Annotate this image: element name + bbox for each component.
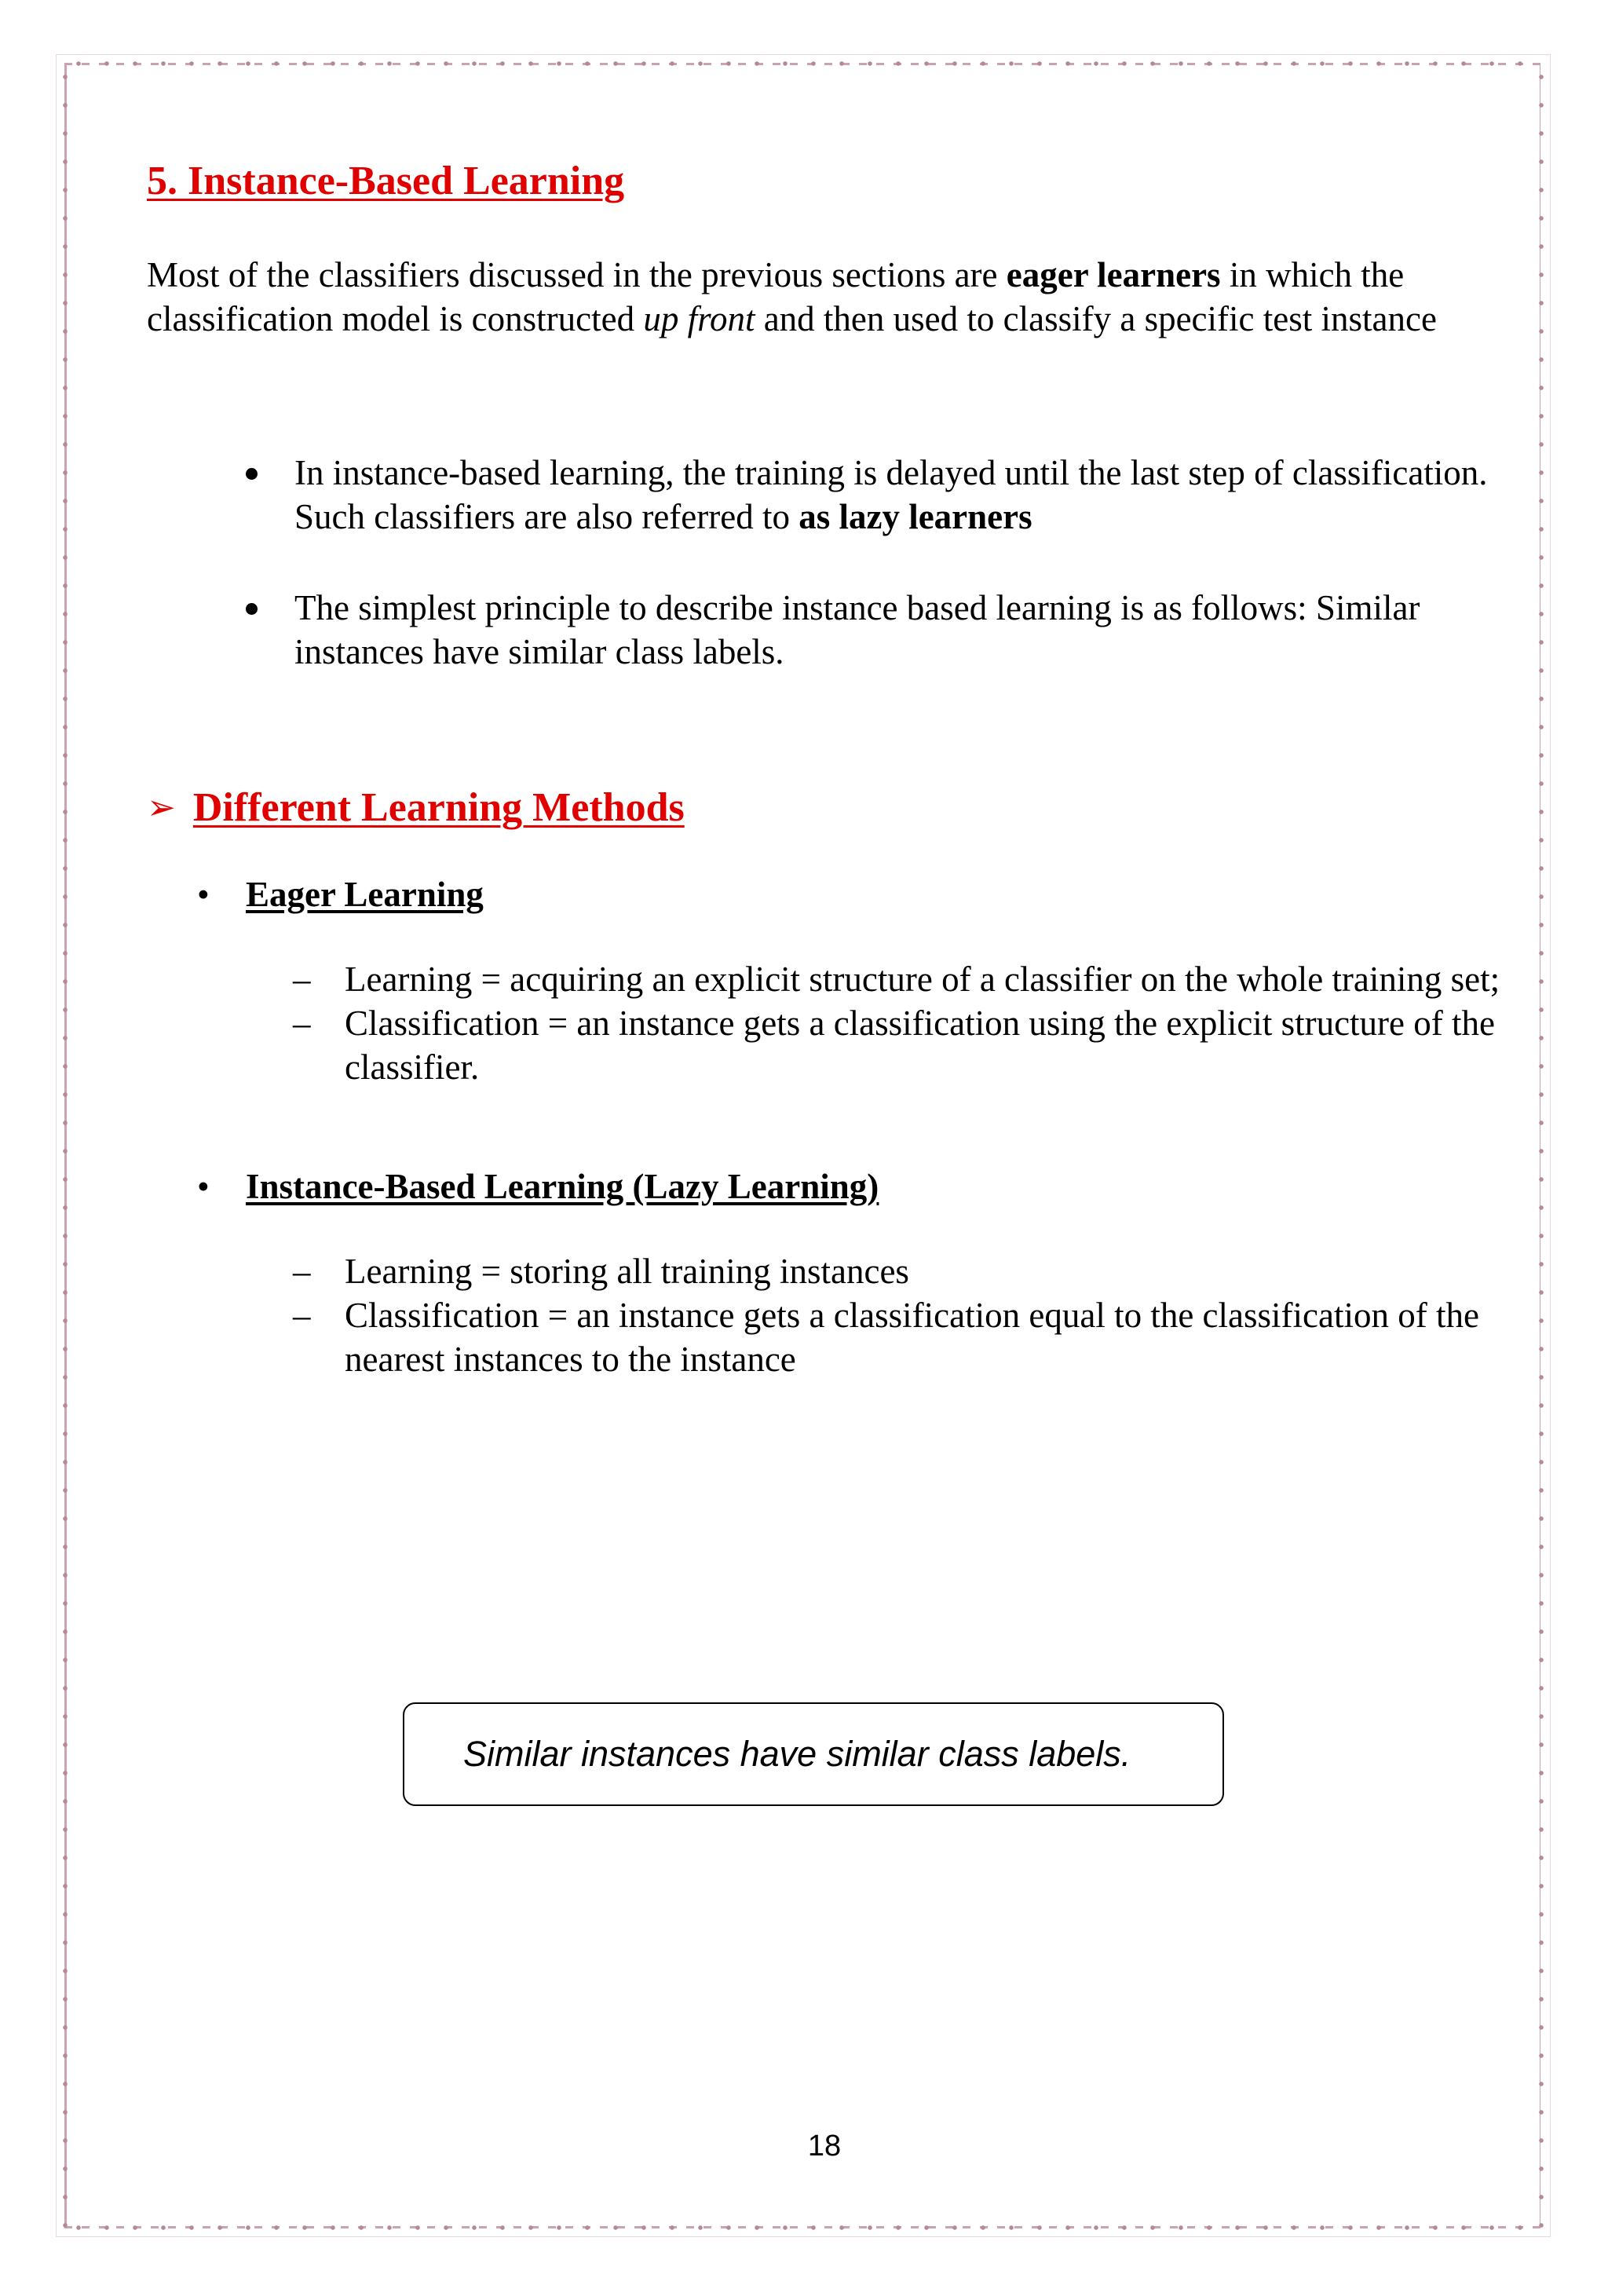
bullet-dot-icon: [246, 468, 258, 480]
principle-bullet-list: [147, 451, 1497, 674]
bullet-text: The simplest principle to describe instance based learning is as follows: Similar instances have similar class labels.: [294, 588, 1420, 672]
dash-icon: –: [293, 1251, 311, 1291]
intro-text-2: in which the classification model is constructed: [147, 255, 1405, 339]
methods-title-text: Different Learning Methods: [192, 785, 685, 831]
callout-text: Similar instances have similar class labels.: [463, 1734, 1131, 1774]
dash-item-text: Classification = an instance gets a classification equal to the classification of the nearest instances to the instance: [345, 1295, 1479, 1379]
bullet-item-principle: [147, 586, 1519, 674]
lazy-dash-list: [147, 1249, 1497, 1381]
intro-text-1: Most of the classifiers discussed in the previous sections are: [147, 255, 1007, 295]
callout-box: [403, 1702, 1224, 1806]
method-heading-eager: [147, 872, 1497, 916]
bullet-bold-text: as lazy learners: [799, 497, 1032, 537]
bullet-dot-icon: [246, 603, 258, 615]
bullet-icon: •: [197, 1166, 210, 1206]
intro-italic-up-front: up front: [643, 299, 755, 339]
bullet-item-lazy-learners: [147, 451, 1519, 539]
intro-paragraph: [147, 253, 1497, 341]
bullet-icon: •: [197, 874, 210, 914]
methods-title: [147, 784, 1497, 832]
dash-item: [147, 1293, 1507, 1381]
intro-text-3: and then used to classify a specific test instance: [755, 299, 1437, 339]
arrow-bullet-icon: ➢: [147, 788, 176, 828]
section-title: 5. Instance-Based Learning: [147, 159, 625, 203]
dash-item-text: Learning = storing all training instances: [345, 1251, 909, 1291]
method-eager: [147, 872, 1500, 1089]
eager-dash-list: [147, 957, 1500, 1089]
dash-icon: –: [293, 959, 311, 999]
bullet-text: In instance-based learning, the training is delayed until the last step of classification. Such classifiers are also referred to: [294, 453, 1488, 537]
intro-bold-eager-learners: eager learners: [1006, 255, 1221, 295]
method-lazy: [147, 1164, 1497, 1381]
dash-icon: –: [293, 1003, 311, 1043]
dash-item-text: Classification = an instance gets a classification using the explicit structure of the classifier.: [345, 1003, 1495, 1087]
method-heading-label: Eager Learning: [246, 874, 484, 914]
method-heading-lazy: [147, 1164, 1497, 1208]
dash-item: [147, 1249, 1507, 1293]
dash-item: [147, 1001, 1507, 1089]
page-number: 18: [807, 2130, 842, 2163]
dash-item: [147, 957, 1507, 1001]
page-content: [147, 157, 1500, 1381]
dash-icon: –: [293, 1295, 311, 1335]
dash-item-text: Learning = acquiring an explicit structure of a classifier on the whole training set;: [345, 959, 1500, 999]
method-heading-label: Instance-Based Learning (Lazy Learning): [246, 1166, 879, 1206]
